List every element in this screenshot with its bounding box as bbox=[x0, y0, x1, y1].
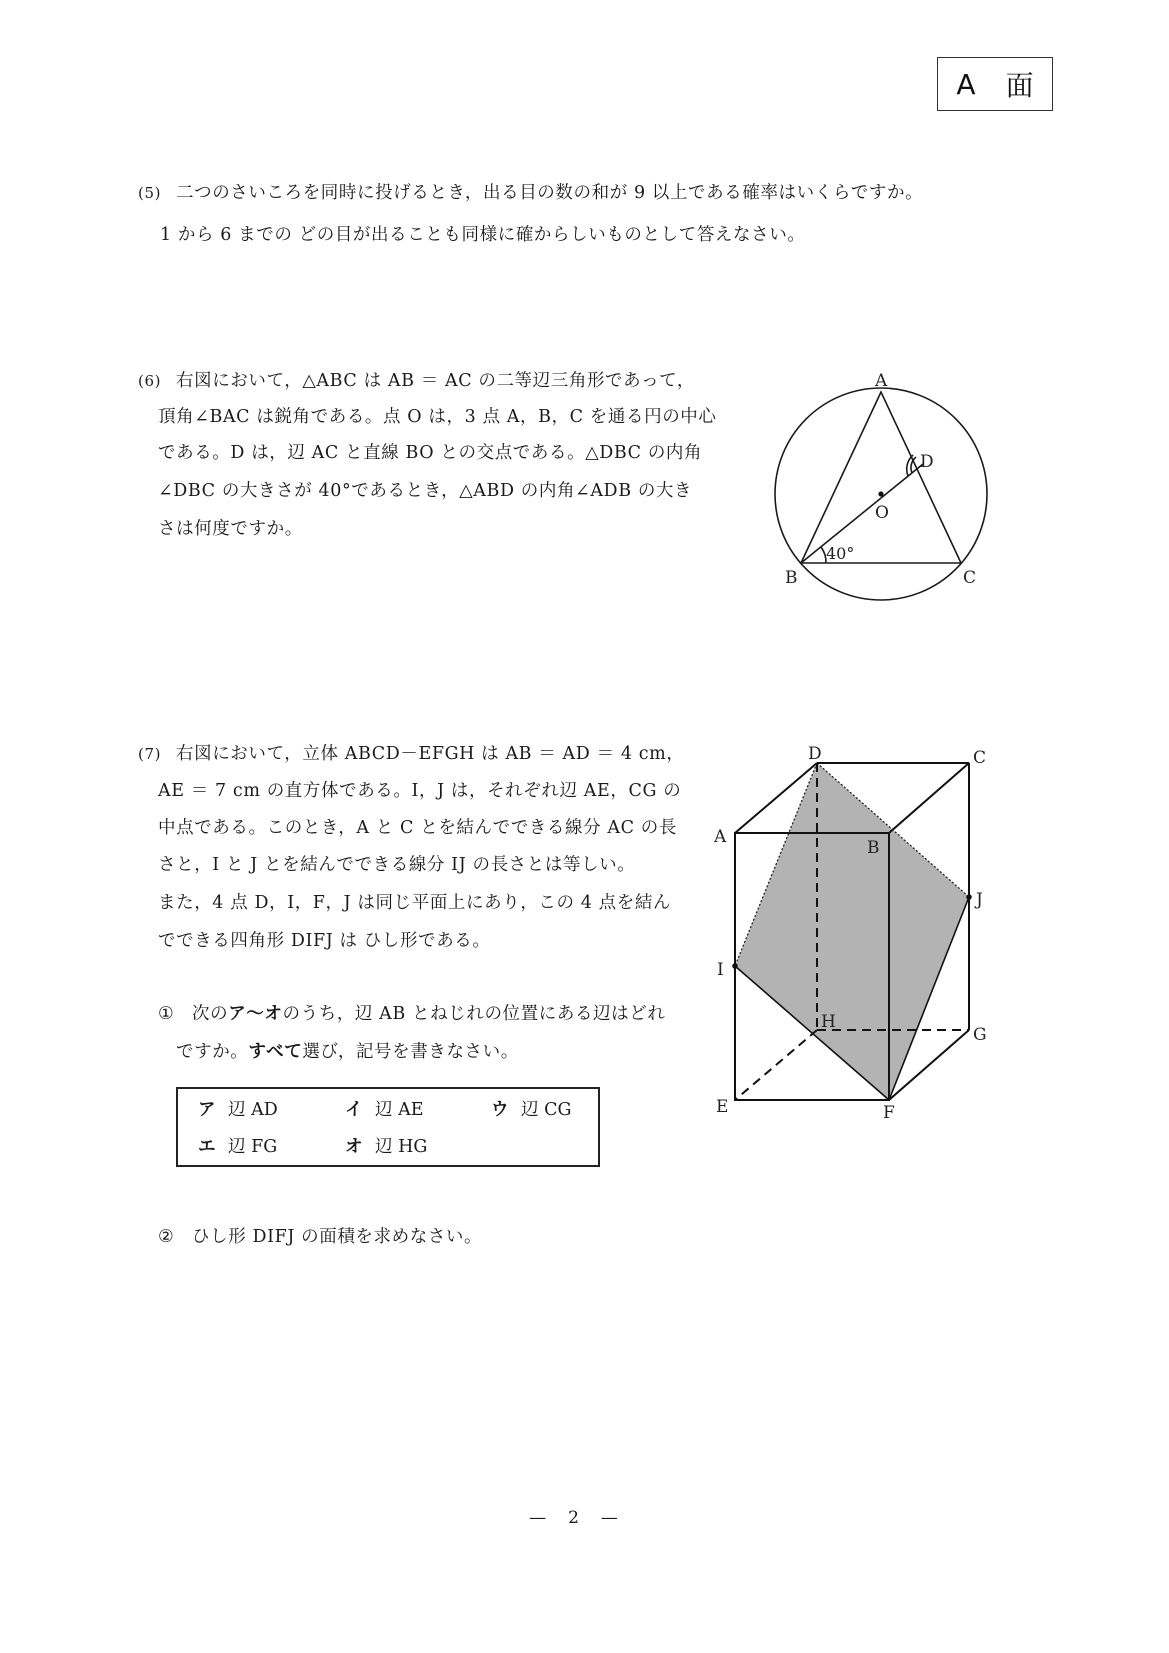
circle-triangle-figure bbox=[760, 365, 1010, 615]
segment-bd bbox=[801, 464, 923, 563]
choice-item bbox=[345, 1098, 423, 1122]
question-text-line: ∠DBC の大きさが 40°であるとき，△ABD の内角∠ADB の大き bbox=[158, 481, 693, 501]
subquestion-marker: ② bbox=[158, 1227, 175, 1247]
label-c: C bbox=[973, 748, 987, 768]
label-g: G bbox=[973, 1025, 987, 1045]
choice-key: オ bbox=[345, 1137, 363, 1157]
choice-label: 辺 HG bbox=[375, 1137, 428, 1157]
edge-he bbox=[735, 1030, 817, 1100]
choice-item bbox=[491, 1098, 571, 1122]
question-text-line: 右図において，△ABC は AB ＝ AC の二等辺三角形であって， bbox=[176, 371, 696, 391]
point-i bbox=[732, 963, 738, 969]
choice-key: イ bbox=[345, 1100, 363, 1120]
cuboid-figure bbox=[700, 735, 1020, 1125]
page-footer bbox=[0, 1508, 1169, 1528]
choice-item bbox=[345, 1135, 427, 1159]
question-text-line: AE ＝ 7 cm の直方体である。I，J は，それぞれ辺 AE，CG の bbox=[158, 781, 682, 801]
label-f: F bbox=[883, 1103, 895, 1123]
question-text-line: 頂角∠BAC は鋭角である。点 O は，3 点 A，B，C を通る円の中心 bbox=[158, 407, 717, 427]
question-text-line: 二つのさいころを同時に投げるとき，出る目の数の和が 9 以上である確率はいくらですか。 bbox=[176, 183, 924, 203]
question-number: (7) bbox=[138, 745, 162, 763]
choices-box bbox=[176, 1087, 600, 1167]
question-text-line: 右図において，立体 ABCD－EFGH は AB ＝ AD ＝ 4 cm， bbox=[176, 744, 685, 764]
subquestion-1-line-2: ですか。すべて選び，記号を書きなさい。 bbox=[176, 1042, 519, 1062]
choice-key: ウ bbox=[491, 1100, 509, 1120]
choice-label: 辺 AE bbox=[375, 1100, 424, 1120]
triangle-abc bbox=[801, 392, 961, 563]
label-a: A bbox=[714, 827, 727, 847]
choice-label: 辺 FG bbox=[228, 1137, 278, 1157]
subquestion-1-line-1: ① 次のア～オのうち，辺 AB とねじれの位置にある辺はどれ bbox=[158, 1004, 666, 1024]
label-c: C bbox=[963, 568, 977, 588]
question-text-line: でできる四角形 DIFJ は ひし形である。 bbox=[158, 931, 491, 951]
subquestion-marker: ① bbox=[158, 1004, 175, 1024]
label-a: A bbox=[875, 371, 888, 391]
label-d: D bbox=[808, 744, 822, 764]
label-b: B bbox=[867, 838, 880, 858]
angle-label: 40° bbox=[826, 544, 855, 563]
question-number: (6) bbox=[138, 372, 162, 390]
side-label-letter: A bbox=[956, 67, 976, 101]
label-d: D bbox=[920, 452, 934, 472]
footer-dash-left: — bbox=[529, 1508, 569, 1528]
footer-dash-right: — bbox=[600, 1508, 640, 1528]
page-number: 2 bbox=[568, 1508, 601, 1528]
label-e: E bbox=[716, 1097, 729, 1117]
label-h: H bbox=[821, 1012, 836, 1032]
choice-label: 辺 AD bbox=[228, 1100, 278, 1120]
label-o: O bbox=[875, 503, 889, 523]
rhombus-difj bbox=[735, 763, 969, 1100]
edge-bc bbox=[889, 763, 969, 833]
question-text-line: さは何度ですか。 bbox=[158, 519, 303, 539]
side-label-badge bbox=[937, 57, 1053, 111]
question-text-line: さと，I と J とを結んでできる線分 IJ の長さとは等しい。 bbox=[158, 855, 636, 875]
question-text-line: また，4 点 D，I，F，J は同じ平面上にあり，この 4 点を結ん bbox=[158, 893, 672, 913]
choice-item bbox=[198, 1135, 277, 1159]
question-number: (5) bbox=[138, 184, 162, 202]
side-label-kanji: 面 bbox=[1005, 69, 1034, 102]
label-j: J bbox=[976, 890, 983, 910]
point-j bbox=[966, 894, 972, 900]
label-i: I bbox=[717, 960, 724, 980]
question-text-line: である。D は，辺 AC と直線 BO との交点である。△DBC の内角 bbox=[158, 443, 703, 463]
center-point-o bbox=[878, 491, 883, 496]
choice-key: エ bbox=[198, 1137, 216, 1157]
choice-key: ア bbox=[198, 1100, 216, 1120]
subquestion-2: ② ひし形 DIFJ の面積を求めなさい。 bbox=[158, 1227, 483, 1247]
choice-item bbox=[198, 1098, 278, 1122]
label-b: B bbox=[785, 568, 798, 588]
question-text-line: 中点である。このとき，A と C とを結んでできる線分 AC の長 bbox=[158, 818, 677, 838]
choice-label: 辺 CG bbox=[521, 1100, 572, 1120]
question-text-line: 1 から 6 までの どの目が出ることも同様に確からしいものとして答えなさい。 bbox=[160, 225, 806, 245]
